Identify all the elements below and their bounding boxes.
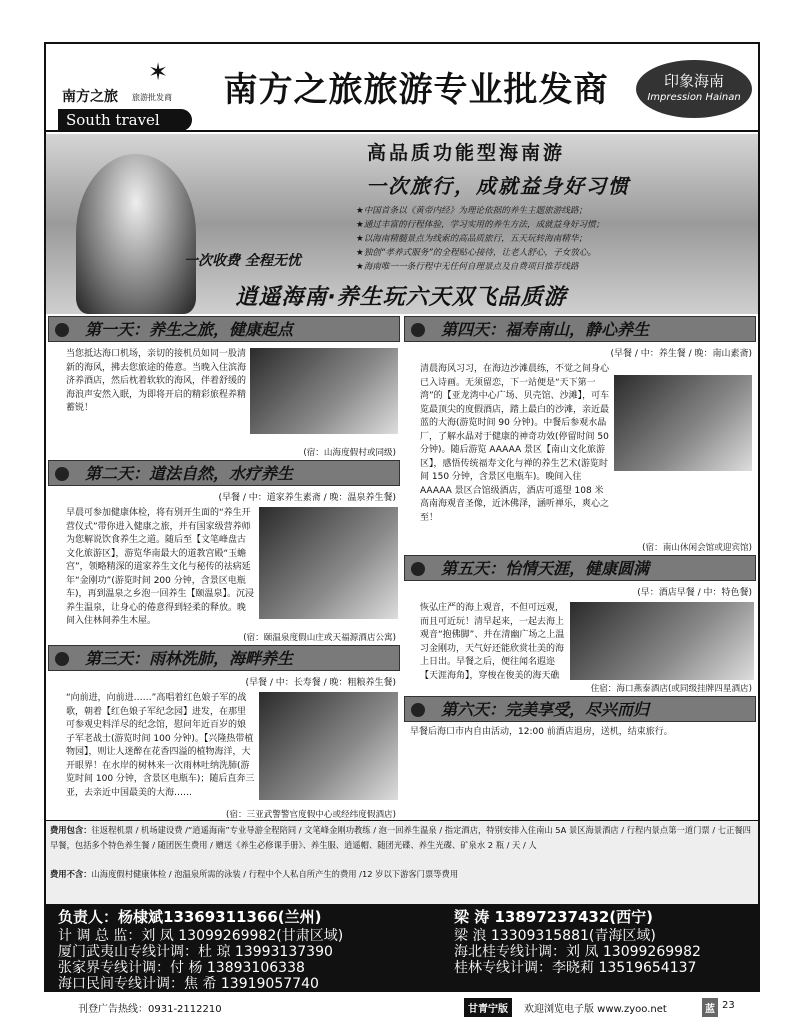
hero-banner [46, 134, 758, 314]
day4-stay: (宿：南山休闲会馆或迎宾馆) [642, 543, 752, 553]
day2-meals: (早餐 / 中：道家养生素斋 / 晚：温泉养生餐) [218, 493, 396, 503]
day4-text: 清晨海风习习，在海边沙滩晨练，不觉之间身心已入诗画。无须留恋，下一站便是“天下第一湾”的【亚龙湾中心广场、贝壳馆、沙滩】，可车览最顶尖的度假酒店，踏上最白的沙滩，亲近最蓝的大海(游览时间 90 分钟)。中餐后参观水晶厂，了解水晶对于健康的神奇功效(停留时间 50 分钟)。随后游览 AAAAA 景区【南山文化旅游区】，感悟传统福寿文化与禅的养生艺术(游览时间 150 分钟，含景区电瓶车)。晚间入住 AAAAA 景区合馆级酒店，酒店可遥望 108 米高南海观音圣像，近沐佛泽，涵听禅乐，爽心之至！ [420, 364, 610, 523]
fee-section [46, 820, 758, 906]
day5-beach-photo [570, 602, 754, 680]
contact-left-1: 计 调 总 监：刘 凤 13099269982(甘肃区域) [58, 928, 344, 944]
day5-text: 恢弘庄严的海上观音，不但可远观，而且可近玩！清早起来，一起去海上观音“抱佛脚”、并在清幽广场之上温习金刚功，天气好还能欣赏壮美的海上日出。早餐之后，便往闻名遐迩【天涯海角】，穿梭在俊美的海天礁 [420, 603, 565, 680]
day6-title: 第六天：完美享受，尽兴而归 [404, 696, 756, 722]
header [46, 44, 758, 132]
website-link[interactable]: 欢迎浏览电子版 www.zyoo.net [524, 1004, 667, 1015]
day4-meals: (早餐 / 中：养生餐 / 晚：南山素斋) [610, 349, 752, 359]
day3-meals: (早餐 / 中：长寿餐 / 晚：粗粮养生餐) [245, 678, 396, 688]
feature-item: ★海南唯一一条行程中无任何自理景点及自费项目推荐线路 [356, 262, 579, 272]
day2-title: 第二天：道法自然，水疗养生 [48, 460, 400, 486]
contact-left-0: 负责人：杨棣斌13369311366(兰州) [58, 908, 322, 926]
fee-include [50, 823, 754, 867]
impression-hainan-logo [636, 60, 752, 118]
day4-guanyin-photo [614, 375, 752, 471]
page-frame [44, 42, 760, 992]
south-travel-logo [52, 54, 202, 129]
day1-stay: (宿：山海度假村或同级) [303, 448, 396, 458]
contact-right-2: 海北桂专线计调：刘 凤 13099269982 [454, 944, 701, 960]
day2-text: 早晨可参加健康体检，将有别开生面的“养生开营仪式”带你进入健康之旅，并有国家级营养师为您解说饮食养生之道。随后至【文笔峰盘古文化旅游区】，游览华南最大的道教宫殿“玉蟾宫”，领略精深的道家养生文化与秘传的祛病延年“金刚功”(游览时间 200 分钟，含景区电瓶车)，再到温泉之乡泡一回养生【颐温泉】。沉浸养生温泉，让身心的倦意得到轻柔的释放。晚间入住林间养生木屋。 [66, 508, 255, 626]
hero-line1: 高品质功能型海南游 [366, 142, 565, 164]
day6-text: 早餐后海口市内自由活动，12:00 前酒店退房，送机，结束旅行。 [410, 727, 673, 737]
page-title: 南方之旅旅游专业批发商 [223, 70, 609, 110]
day1-title: 第一天：养生之旅，健康起点 [48, 316, 400, 342]
edition-badge: 甘青宁版 [464, 998, 512, 1017]
contact-left-3: 张家界专线计调：付 杨 13893106338 [58, 960, 305, 976]
left-column [48, 316, 400, 822]
fee-include-label: 费用包含： [50, 825, 92, 835]
ad-hotline: 刊登广告热线：0931-2112210 [78, 1004, 222, 1015]
logo-cn: 南方之旅 [62, 89, 118, 105]
logo-right-cn: 印象海南 [663, 72, 724, 90]
logo-right-en: Impression Hainan [647, 92, 741, 103]
footer [44, 996, 760, 1018]
hero-line2: 一次旅行，成就益身好习惯 [366, 174, 630, 198]
feature-item: ★独创“孝养式服务”的全程贴心接待，让老人舒心，子女放心。 [356, 248, 597, 258]
feature-item: ★以海南精髓景点为线索的高品质旅行，五天玩转海南精华； [356, 234, 588, 244]
logo-en: South travel [58, 109, 192, 131]
contact-right-0: 梁 涛 13897237432(西宁) [454, 908, 653, 926]
fee-include-text: 往返程机票 / 机场建设费 /“逍遥海南”专业导游全程陪同 / 文笔峰金刚功教练 / 泡一回养生温泉 / 指定酒店，特别安排入住南山 5A 景区海景酒店 / 行程内景点第一道门票 / 七正餐四早餐，包括多个特色养生餐 / 随团医生费用 / 赠送《养生必修课手册》、养生服、逍遥帽、随团光碟、养生光碟、矿泉水 2 瓶 / 天 / 人 [50, 825, 751, 850]
feature-list [356, 204, 756, 274]
palm-tree-icon: ✶ [148, 58, 169, 86]
contact-right-1: 梁 浪 13309315881(青海区域) [454, 928, 656, 944]
tour-banner: 逍遥海南·养生玩六天双飞品质游 [235, 285, 567, 310]
page-color-label: 蓝 [702, 998, 718, 1017]
contact-left-2: 厦门武夷山专线计调：杜 琼 13993137390 [58, 944, 333, 960]
contact-panel [46, 904, 758, 992]
feature-item: ★通过丰富的行程体验，学习实用的养生方法，成就益身好习惯； [356, 220, 605, 230]
day2-stay: (宿：颐温泉度假山庄或天福源酒店公寓) [243, 633, 396, 643]
day4-title: 第四天：福寿南山，静心养生 [404, 316, 756, 342]
right-column [404, 316, 756, 744]
day5-stay: 住宿：海口燕泰酒店(或同级挂牌四星酒店) [590, 684, 752, 694]
day1-text: 当您抵达海口机场，亲切的接机员如同一股清新的海风，拂去您旅途的倦意。当晚入住滨海济养酒店，然后枕着软软的海风，伴着舒缓的海浪声安然入眠，为即将开启的精彩旅程养精蓄锐！ [66, 349, 246, 413]
day2-meditation-photo [259, 507, 398, 619]
page-number: 23 [722, 1000, 735, 1011]
day5-title: 第五天：怡情天涯，健康圆满 [404, 555, 756, 581]
day3-couple-photo [259, 692, 398, 800]
hero-slogan: 一次收费 全程无忧 [184, 253, 301, 269]
contact-right-3: 桂林专线计调：李晓莉 13519654137 [454, 960, 697, 976]
day3-stay: (宿：三亚武警警官度假中心或经纬度假酒店) [226, 810, 396, 820]
fee-exclude-label: 费用不含： [50, 869, 92, 879]
fee-exclude-text: 山海度假村健康体检 / 泡温泉所需的泳装 / 行程中个人私自所产生的费用 /12 岁以下游客门票等费用 [91, 869, 459, 879]
fee-exclude [50, 867, 754, 882]
day3-text: “向前进，向前进……”高唱着红色娘子军的战歌，朝着【红色娘子军纪念园】进发，在那里可参观史料洋尽的纪念馆，慰问年近百岁的娘子军老战士(游览时间 100 分钟)。【兴隆热带植物园】，则让人迷醉在花香四溢的植物海洋，大开眼界！在水岸的树林来一次雨林吐纳洗肺(游览时间 100 分钟，含景区电瓶车)；随后直奔三亚，去亲近中国最美的大海…… [66, 693, 255, 798]
logo-sub: 旅游批发商 [132, 93, 172, 102]
feature-item: ★中国首条以《黄帝内经》为理论依据的养生主题旅游线路； [356, 206, 588, 216]
day1-seascape-photo [250, 348, 398, 434]
day3-title: 第三天：雨林洗肺，海畔养生 [48, 645, 400, 671]
contact-left-4: 海口民间专线计调：焦 希 13919057740 [58, 976, 319, 992]
day5-meals: (早：酒店早餐 / 中：特色餐) [637, 588, 752, 598]
